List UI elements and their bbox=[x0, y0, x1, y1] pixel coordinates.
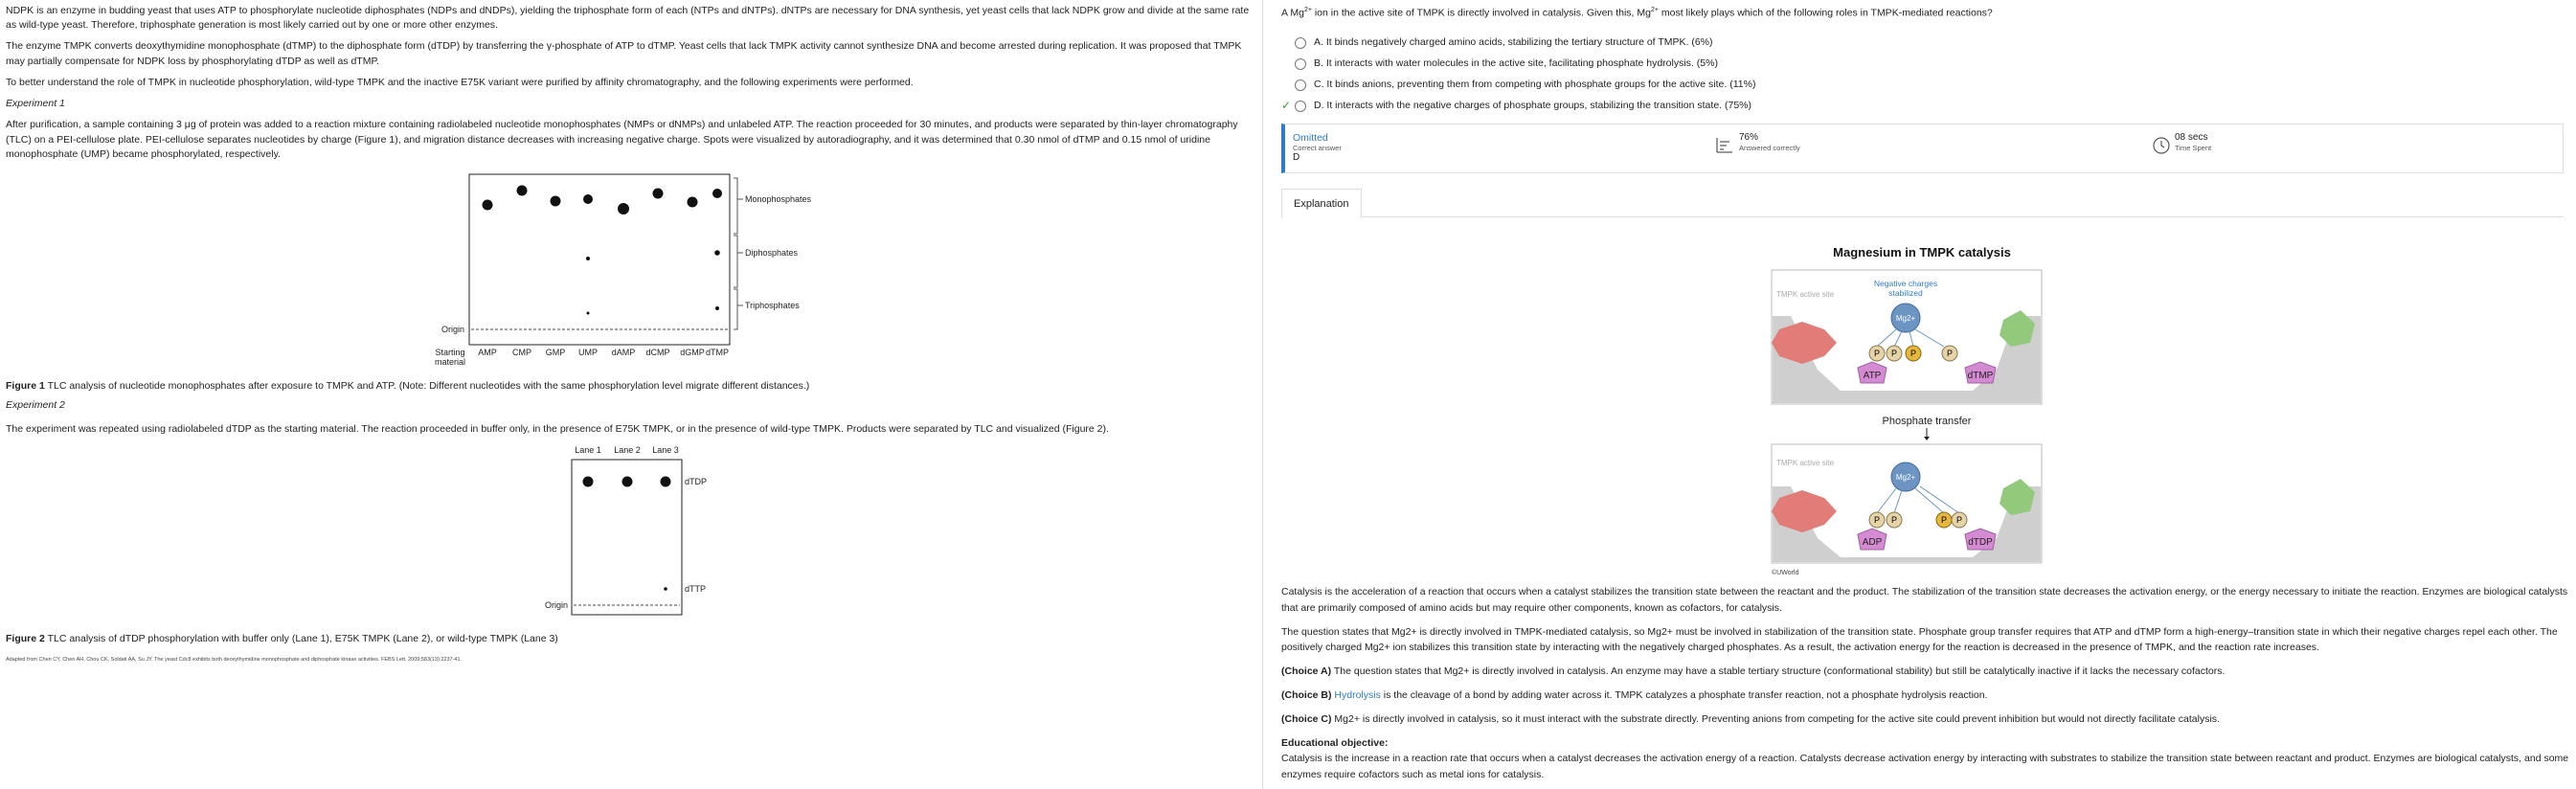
origin-label-1: Origin bbox=[441, 325, 464, 334]
choice-b-label: (Choice B) bbox=[1281, 688, 1332, 701]
option-a-label: A. It binds negatively charged amino acids, stabilizing the tertiary structure of TMPK. (6%) bbox=[1314, 36, 1713, 49]
stat-percent bbox=[1716, 132, 1800, 155]
bracket-label-tri: Triphosphates bbox=[745, 301, 800, 310]
bracket-tri bbox=[734, 289, 743, 329]
start-label-line1: Starting bbox=[435, 348, 465, 357]
radio-c[interactable] bbox=[1295, 79, 1306, 91]
figure-1-caption bbox=[6, 379, 809, 394]
fig2-spot-lane3-dttp bbox=[664, 587, 667, 591]
passage-paragraph-3: To better understand the role of TMPK in nucleotide phosphorylation, wild-type TMPK and the inactive E75K variant were purified by affinity chromatography, and the following experiments were performed. bbox=[6, 76, 914, 88]
explanation-tab-bar bbox=[1281, 189, 2564, 217]
passage-text bbox=[6, 4, 1251, 169]
passage-pane bbox=[0, 0, 1262, 789]
fig2-lane-2-label: Lane 2 bbox=[614, 445, 641, 455]
fig2-spot-lane3-dtdp bbox=[661, 477, 671, 487]
educational-objective-text: Catalysis is the increase in a reaction rate that occurs when a catalyst decreases the activation energy of a reaction. Catalysts decrease activation energy by interacting with substrates to stabilize the transition state between reactant and product. Enzymes are biological catalysts, and some enzymes require cofactors such as metal ions for catalysis. bbox=[1281, 753, 2569, 781]
option-b-label: B. It interacts with water molecules in the active site, facilitating phosphate hydrolysis. (5%) bbox=[1314, 57, 1718, 70]
stat-omitted bbox=[1293, 132, 1342, 165]
spot-gmp-mono bbox=[551, 196, 561, 207]
clock-icon bbox=[2152, 136, 2171, 155]
answer-option-b[interactable] bbox=[1281, 54, 2564, 75]
choice-c-text: Mg2+ is directly involved in catalysis, so it must interact with the substrate directly. Preventing anions from competing for the active site could prevent inhibition but would not directly facilitate catalysis. bbox=[1331, 712, 2220, 725]
omitted-label: Omitted bbox=[1293, 131, 1328, 144]
spot-cmp-mono bbox=[517, 186, 528, 196]
atp-label: ATP bbox=[1863, 371, 1882, 381]
passage-paragraph-1: NDPK is an enzyme in budding yeast that uses ATP to phosphorylate nucleotide diphosphates (NDPs and dNDPs), yielding the triphosphate form of each (NTPs and dNTPs). dNTPs are necessary for DNA synthesis, yet yeast cells that lack NDPK grow and divide at the same rate as wild-type yeast. Therefore, triphosphate generation is most likely carried out by one or more other enzymes. bbox=[6, 5, 1250, 32]
active-site-label-top: TMPK active site bbox=[1776, 290, 1835, 299]
origin-label-2: Origin bbox=[544, 600, 568, 610]
figure-2-caption-label: Figure 2 bbox=[6, 633, 45, 644]
mg-label-top: Mg2+ bbox=[1895, 314, 1916, 323]
choice-a-text: The question states that Mg2+ is directly involved in catalysis. An enzyme may have a stable tertiary structure (conformational stability) but still be catalytically inactive if it lacks the necessary cofactors. bbox=[1331, 665, 2226, 678]
time-spent-label: Time Spent bbox=[2175, 143, 2212, 152]
spot-ump-di bbox=[586, 257, 590, 260]
answer-option-d[interactable] bbox=[1281, 96, 2564, 117]
p-label-6: P bbox=[1890, 515, 1898, 525]
hydrolysis-link[interactable]: Hydrolysis bbox=[1334, 688, 1381, 701]
check-icon: ✓ bbox=[1281, 99, 1292, 113]
radio-d[interactable] bbox=[1295, 101, 1306, 112]
explanation-text bbox=[1281, 584, 2569, 783]
mg-label-bottom: Mg2+ bbox=[1895, 473, 1916, 482]
lane-label-dtmp: dTMP bbox=[705, 348, 730, 357]
stat-time bbox=[2152, 132, 2211, 155]
dtmp-label: dTMP bbox=[1967, 371, 1994, 381]
bracket-label-di: Diphosphates bbox=[745, 248, 799, 258]
neg-charges-line1: Negative charges bbox=[1873, 279, 1938, 288]
p-label-7: P bbox=[1940, 515, 1948, 525]
stem-part-c: most likely plays which of the following roles in TMPK-mediated reactions? bbox=[1658, 7, 1993, 19]
fig2-lane-3-label: Lane 3 bbox=[652, 445, 679, 455]
answer-option-a[interactable] bbox=[1281, 33, 2564, 54]
choice-c-label: (Choice C) bbox=[1281, 712, 1332, 725]
option-d-label: D. It interacts with the negative charges of phosphate groups, stabilizing the transition state. (75%) bbox=[1314, 100, 1752, 112]
dtdp-label: dTDP bbox=[1968, 537, 1993, 548]
choice-c-explanation bbox=[1281, 711, 2569, 728]
spot-dgmp-mono bbox=[688, 197, 698, 208]
lane-label-ump: UMP bbox=[578, 348, 598, 357]
citation: Adapted from Chen CY, Chen AH, Chou CK, Soldati AA, Su JY. The yeast Cdc8 exhibits both deoxythymidine monophosphate and diphosphate kinase activities. FEBS Lett. 2009;583(13):2237-41. bbox=[6, 657, 463, 663]
tab-explanation[interactable]: Explanation bbox=[1281, 189, 1362, 218]
active-site-label-bottom: TMPK active site bbox=[1776, 459, 1835, 467]
fig2-spot-lane2-dtdp bbox=[622, 477, 633, 487]
choice-a-label: (Choice A) bbox=[1281, 665, 1332, 678]
time-spent: 08 secs bbox=[2175, 131, 2208, 143]
question-pane bbox=[1274, 0, 2571, 789]
percent-correct-label: Answered correctly bbox=[1739, 143, 1800, 152]
spot-ump-tri bbox=[587, 312, 590, 315]
p-label-4: P bbox=[1946, 349, 1954, 358]
p-label-8: P bbox=[1955, 515, 1963, 525]
figure-2-tlc bbox=[536, 444, 728, 622]
p-label-2: P bbox=[1890, 349, 1898, 358]
stem-sup-1: 2+ bbox=[1303, 7, 1312, 13]
passage-paragraph-2: The enzyme TMPK converts deoxythymidine monophosphate (dTMP) to the diphosphate form (dTDP) by transferring the γ-phosphate of ATP to dTMP. Yeast cells that lack TMPK activity cannot synthesize DNA and become arrested during replication. It was proposed that TMPK may partially compensate for NDPK loss by phosphorylating dTDP as well as dTMP. bbox=[6, 40, 1242, 67]
lane-label-dcmp: dCMP bbox=[645, 348, 670, 357]
lane-label-dgmp: dGMP bbox=[680, 348, 705, 357]
start-label-line2: material bbox=[434, 357, 466, 367]
answer-option-c[interactable] bbox=[1281, 75, 2564, 96]
explanation-paragraph-2: The question states that Mg2+ is directly involved in TMPK-mediated catalysis, so Mg2+ must be involved in stabilization of the transition state. Phosphate group transfer requires that ATP and dTMP form a high-energy–transition state in which their negative charges repel each other. The positively charged Mg2+ ion stabilizes this transition state by interacting with the negatively charged phosphates. As a result, the activation energy for the reaction is decreased in the presence of TMPK, and the reaction rate increases. bbox=[1281, 625, 2558, 654]
educational-objective-heading bbox=[1281, 735, 2569, 752]
lane-label-cmp: CMP bbox=[512, 348, 531, 357]
spot-damp-mono bbox=[618, 203, 629, 214]
p-label-3: P bbox=[1909, 349, 1917, 358]
spot-dtmp-di bbox=[714, 250, 720, 256]
stem-part-a: A Mg bbox=[1281, 7, 1304, 19]
option-c-label: C. It binds anions, preventing them from competing with phosphate groups for the active site. (11%) bbox=[1314, 79, 1756, 91]
magnesium-catalysis-illustration bbox=[1274, 236, 2571, 580]
neg-charges-line2: stabilized bbox=[1888, 288, 1923, 298]
fig2-spot-lane1-dtdp bbox=[583, 477, 594, 487]
figure-1-caption-text: TLC analysis of nucleotide monophosphates after exposure to TMPK and ATP. (Note: Different nucleotides with the same phosphorylation level migrate different distances.) bbox=[44, 380, 810, 392]
spot-dtmp-tri bbox=[715, 306, 719, 310]
percent-correct: 76% bbox=[1739, 131, 1759, 143]
explanation-paragraph-1: Catalysis is the acceleration of a reaction that occurs when a catalyst stabilizes the transition state between the reactant and the product. The stabilization of the transition state decreases the activation energy, or the energy necessary to initiate the reaction. Enzymes are biological catalysts that are primarily composed of amino acids but may require other components, known as cofactors, for catalysis. bbox=[1281, 586, 2568, 614]
phosphate-transfer-label: Phosphate transfer bbox=[1882, 416, 1972, 427]
spot-ump-mono bbox=[583, 194, 593, 204]
lane-label-gmp: GMP bbox=[545, 348, 566, 357]
bracket-label-mono: Monophosphates bbox=[745, 194, 812, 204]
fig2-label-dtdp: dTDP bbox=[685, 477, 708, 486]
choice-b-text: is the cleavage of a bond by adding water across it. TMPK catalyzes a phosphate transfer reaction, not a phosphate hydrolysis reaction. bbox=[1380, 688, 1988, 701]
lane-label-damp: dAMP bbox=[611, 348, 636, 357]
p-label-5: P bbox=[1873, 515, 1881, 525]
stem-part-b: ion in the active site of TMPK is directly involved in catalysis. Given this, Mg bbox=[1311, 7, 1651, 19]
illustration-title: Magnesium in TMPK catalysis bbox=[1833, 245, 2011, 259]
passage-paragraph-5: The experiment was repeated using radiolabeled dTDP as the starting material. The reaction proceeded in buffer only, in the presence of E75K TMPK, or in the presence of wild-type TMPK. Products were separated by TLC and visualized (Figure 2). bbox=[6, 423, 1109, 435]
figure-2-caption bbox=[6, 632, 558, 646]
choice-b-explanation bbox=[1281, 688, 2569, 704]
bar-chart-icon bbox=[1716, 136, 1733, 155]
figure-1-caption-label: Figure 1 bbox=[6, 380, 45, 392]
figure-2-caption-text: TLC analysis of dTDP phosphorylation with buffer only (Lane 1), E75K TMPK (Lane 2), or wild-type TMPK (Lane 3) bbox=[44, 633, 558, 644]
spot-amp-mono bbox=[483, 200, 493, 211]
correct-answer-label: Correct answer bbox=[1293, 144, 1342, 153]
bracket-mono bbox=[734, 178, 743, 234]
choice-a-explanation bbox=[1281, 664, 2569, 680]
question-stem bbox=[1281, 6, 2564, 21]
bracket-di bbox=[734, 236, 743, 287]
fig2-lane-1-label: Lane 1 bbox=[575, 445, 601, 455]
stem-sup-2: 2+ bbox=[1650, 7, 1659, 13]
lane-label-amp: AMP bbox=[478, 348, 497, 357]
spot-dtmp-mono bbox=[712, 189, 722, 198]
adp-label: ADP bbox=[1862, 537, 1883, 548]
experiment-1-heading: Experiment 1 bbox=[6, 98, 65, 110]
panel-after bbox=[1772, 444, 2042, 563]
answer-stats-bar bbox=[1281, 124, 2564, 173]
panel-before bbox=[1772, 270, 2042, 404]
fig2-label-dttp: dTTP bbox=[685, 584, 707, 594]
figure-1-tlc bbox=[421, 170, 843, 373]
passage-paragraph-4: After purification, a sample containing 3 μg of protein was added to a reaction mixture containing radiolabeled nucleotide monophosphates (NMPs or dNMPs) and unlabeled ATP. The reaction proceeded for 30 minutes, and products were separated by thin-layer chromatography (TLC) on a PEI-cellulose plate. PEI-cellulose separates nucleotides by charge (Figure 1), and migration distance decreases with increasing negative charge. Spots were visualized by autoradiography, and it was determined that 0.30 nmol of dTMP and 0.15 nmol of uridine monophosphate (UMP) became phosphorylated, respectively. bbox=[6, 119, 1238, 160]
p-label-1: P bbox=[1873, 349, 1881, 358]
pane-divider[interactable] bbox=[1262, 0, 1263, 789]
radio-a[interactable] bbox=[1295, 37, 1306, 49]
experiment-2-heading: Experiment 2 bbox=[6, 399, 65, 411]
edu-label: Educational objective: bbox=[1281, 736, 1389, 749]
uworld-credit: ©UWorld bbox=[1772, 570, 1799, 576]
spot-dcmp-mono bbox=[653, 189, 664, 199]
correct-answer-value: D bbox=[1293, 152, 1300, 164]
radio-b[interactable] bbox=[1295, 58, 1306, 70]
